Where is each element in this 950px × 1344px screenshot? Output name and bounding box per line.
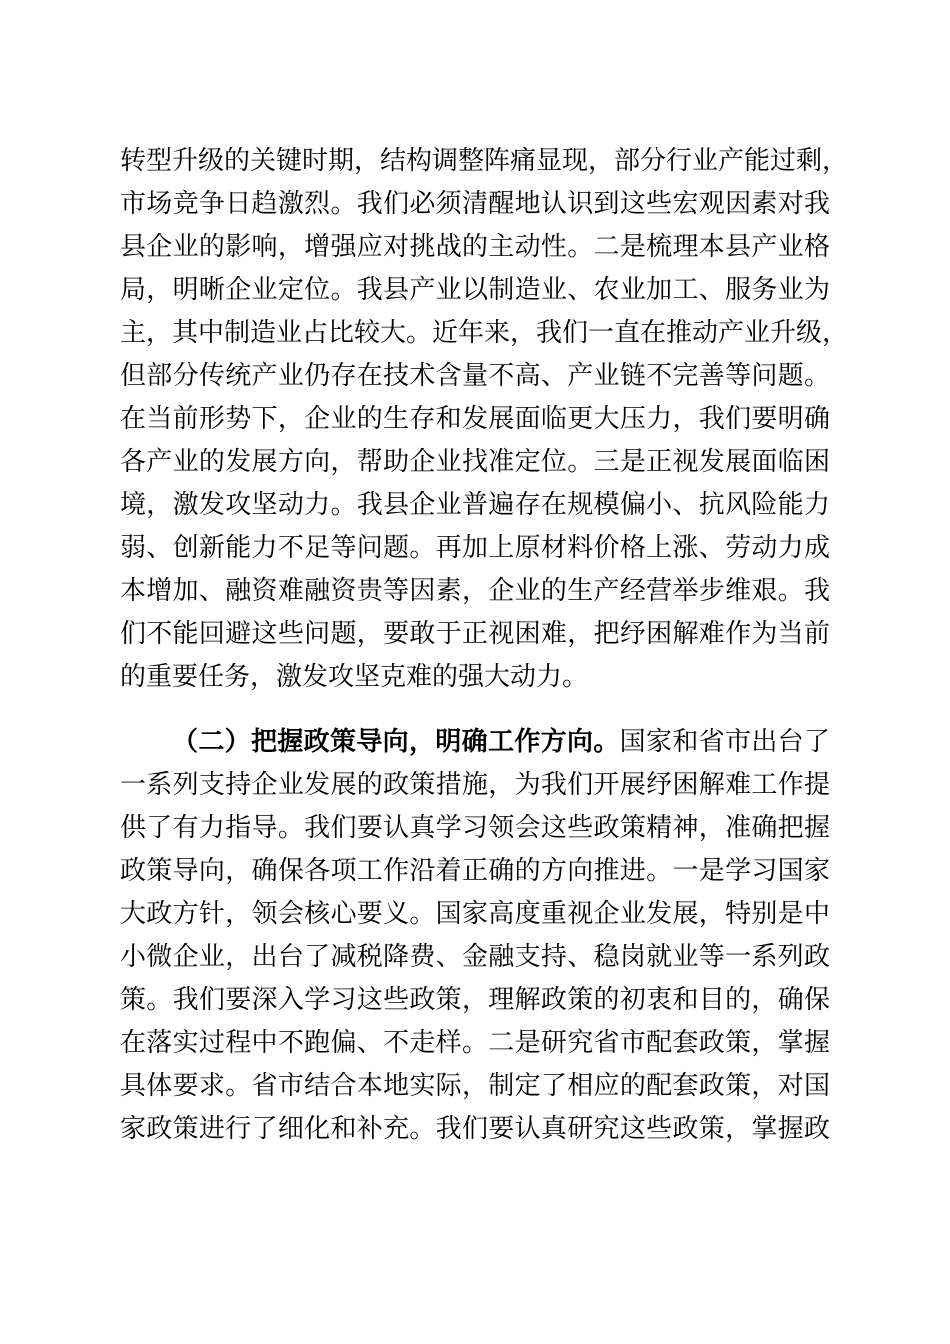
text-line: 各产业的发展方向，帮助企业找准定位。三是正视发展面临困 [120, 447, 830, 477]
text-line: 们不能回避这些问题，要敢于正视困难，把纾困解难作为当前 [120, 619, 830, 649]
text-line: 大政方针，领会核心要义。国家高度重视企业发展，特别是中 [120, 899, 830, 929]
text-line: 市场竞争日趋激烈。我们必须清醒地认识到这些宏观因素对我 [120, 189, 830, 219]
text-line: 小微企业，出台了减税降费、金融支持、稳岗就业等一系列政 [120, 942, 830, 972]
text-span: 国家和省市出台了 [619, 727, 830, 757]
text-line: 境，激发攻坚动力。我县企业普遍存在规模偏小、抗风险能力 [120, 490, 830, 520]
text-line: 供了有力指导。我们要认真学习领会这些政策精神，准确把握 [120, 813, 830, 843]
paragraph-macro-context [120, 140, 849, 699]
text-line-first [120, 721, 830, 764]
text-line: 在落实过程中不跑偏、不走样。二是研究省市配套政策，掌握 [120, 1028, 830, 1058]
text-line: 本增加、融资难融资贵等因素，企业的生产经营举步维艰。我 [120, 576, 830, 606]
section-heading: （二）把握政策导向，明确工作方向。 [172, 727, 620, 757]
text-line: 县企业的影响，增强应对挑战的主动性。二是梳理本县产业格 [120, 232, 830, 262]
text-line: 具体要求。省市结合本地实际，制定了相应的配套政策，对国 [120, 1071, 830, 1101]
text-line: 的重要任务，激发攻坚克难的强大动力。 [120, 662, 589, 692]
text-line: 弱、创新能力不足等问题。再加上原材料价格上涨、劳动力成 [120, 533, 830, 563]
text-line: 主，其中制造业占比较大。近年来，我们一直在推动产业升级， [120, 318, 849, 348]
text-line: 一系列支持企业发展的政策措施，为我们开展纾困解难工作提 [120, 770, 830, 800]
text-line: 策。我们要深入学习这些政策，理解政策的初衷和目的，确保 [120, 985, 830, 1015]
text-line: 转型升级的关键时期，结构调整阵痛显现，部分行业产能过剩， [120, 146, 849, 176]
paragraph-policy-direction [120, 721, 830, 1151]
text-line: 在当前形势下，企业的生存和发展面临更大压力，我们要明确 [120, 404, 830, 434]
text-line: 政策导向，确保各项工作沿着正确的方向推进。一是学习国家 [120, 856, 830, 886]
text-line: 但部分传统产业仍存在技术含量不高、产业链不完善等问题。 [120, 361, 830, 391]
text-line: 家政策进行了细化和补充。我们要认真研究这些政策，掌握政 [120, 1114, 830, 1144]
text-line: 局，明晰企业定位。我县产业以制造业、农业加工、服务业为 [120, 275, 830, 305]
